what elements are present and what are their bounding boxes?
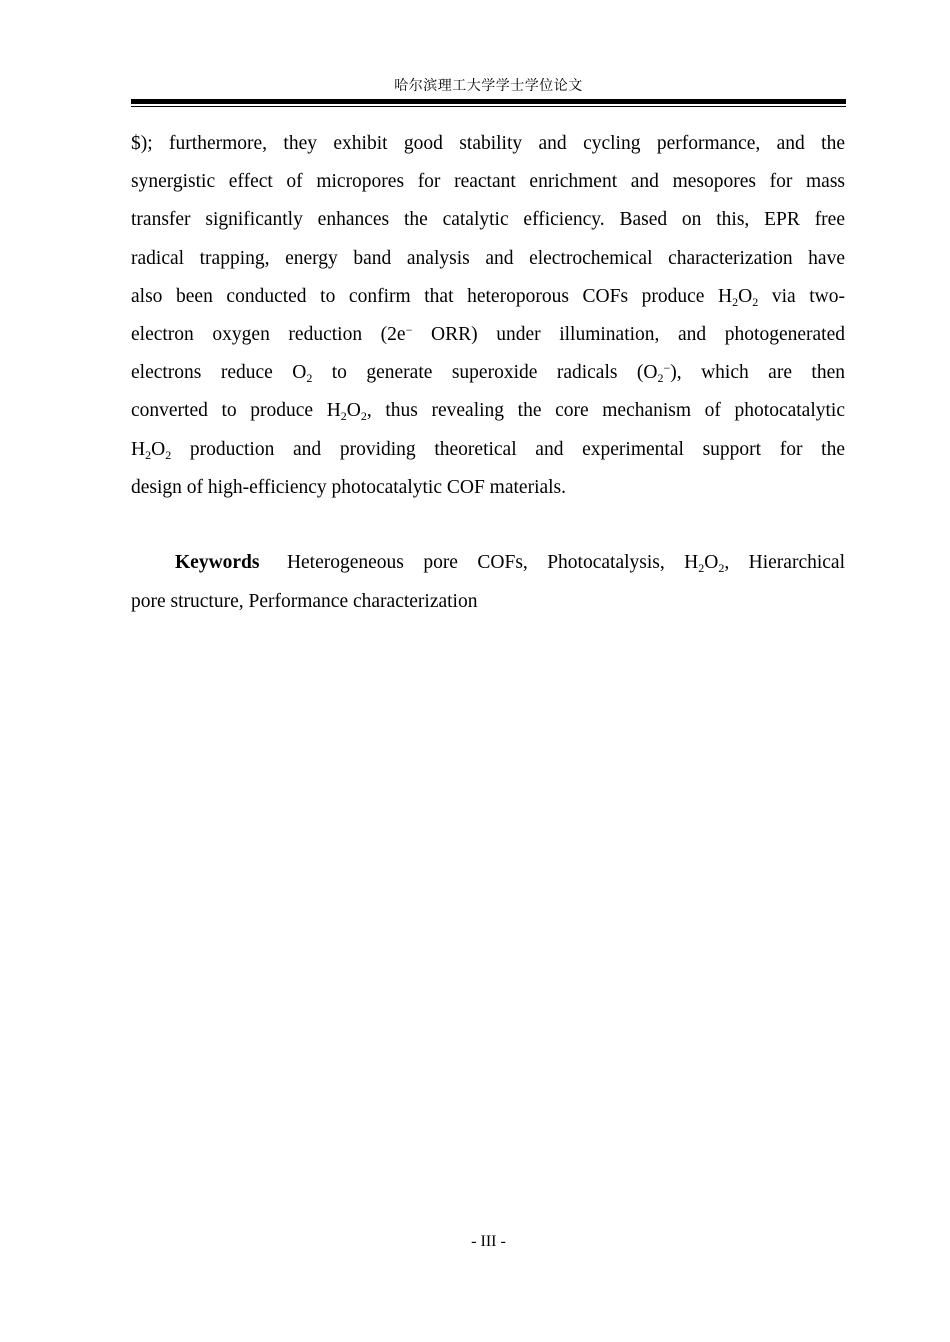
text-segment: , thus revealing the core mechanism of photocatalytic: [366, 400, 845, 422]
text-segment: production and providing theoretical and experimental support for the: [171, 438, 845, 460]
subscript: 2: [718, 561, 725, 575]
body-line: [131, 431, 845, 469]
subscript: 2: [340, 409, 347, 424]
page-header: [131, 76, 846, 96]
body-line: [131, 354, 845, 392]
body-line: [131, 316, 845, 354]
header-title: 哈尔滨理工大学学士学位论文: [394, 78, 583, 94]
subscript: 2: [145, 447, 152, 462]
keywords-line: pore structure, Performance characterization: [131, 590, 478, 612]
text-segment: O: [151, 438, 166, 460]
text-segment: electron oxygen reduction (2e: [131, 323, 406, 345]
keywords-section: [131, 544, 845, 621]
subscript: 2: [657, 371, 664, 386]
text-segment: converted to produce H: [131, 400, 341, 422]
keywords-label: Keywords: [175, 552, 260, 573]
abstract-body: [131, 125, 845, 507]
header-rule-thin: [131, 106, 846, 107]
body-line: transfer significantly enhances the catalytic efficiency. Based on this, EPR free: [131, 209, 845, 231]
text-segment: O: [346, 400, 361, 422]
superscript: −: [405, 322, 413, 337]
text-segment: via two-: [758, 285, 845, 307]
keywords-line: [131, 544, 845, 583]
body-line: design of high-efficiency photocatalytic COF materials.: [131, 476, 567, 498]
subscript: 2: [306, 371, 313, 386]
body-line: [131, 278, 845, 316]
body-line: radical trapping, energy band analysis and electrochemical characterization have: [131, 247, 845, 269]
keywords-text: , Hierarchical: [724, 552, 845, 573]
text-segment: to generate superoxide radicals (O: [312, 362, 658, 384]
subscript: 2: [752, 294, 759, 309]
header-rule-thick: [131, 99, 846, 104]
subscript: 2: [698, 561, 705, 575]
text-segment: ), which are then: [670, 362, 845, 384]
text-segment: ORR) under illumination, and photogenerated: [412, 323, 845, 345]
keywords-text: O: [704, 552, 719, 573]
page-number: - III -: [471, 1233, 506, 1250]
subscript: 2: [732, 294, 739, 309]
text-segment: H: [131, 438, 146, 460]
body-line: [131, 392, 845, 430]
text-segment: O: [738, 285, 753, 307]
text-segment: also been conducted to confirm that heteroporous COFs produce H: [131, 285, 733, 307]
body-line: synergistic effect of micropores for reactant enrichment and mesopores for mass: [131, 171, 845, 193]
body-line: $); furthermore, they exhibit good stability and cycling performance, and the: [131, 133, 845, 154]
subscript: 2: [360, 409, 367, 424]
text-segment: electrons reduce O: [131, 362, 307, 384]
keywords-text: Heterogeneous pore COFs, Photocatalysis, H: [286, 552, 699, 573]
superscript: −: [663, 361, 671, 376]
subscript: 2: [165, 447, 172, 462]
